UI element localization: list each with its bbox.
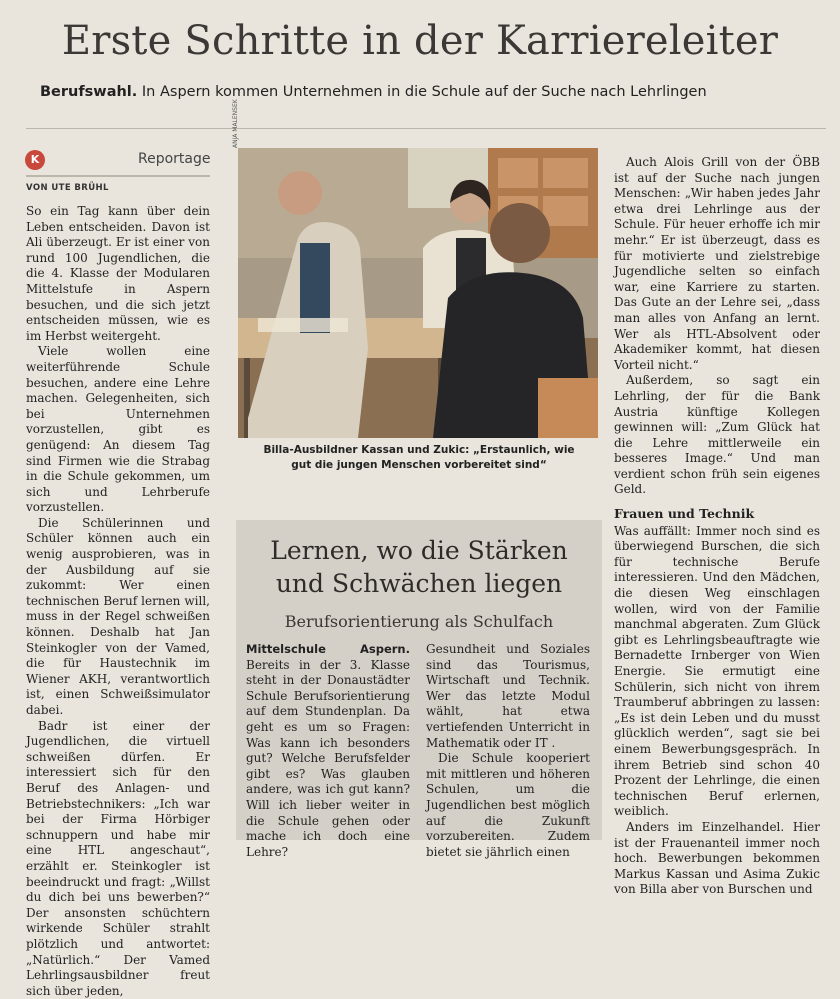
photo-credit: ANJA MALENSEK: [232, 99, 239, 148]
info-box-lead: Mittelschule Aspern.: [246, 642, 410, 656]
paragraph: Auch Alois Grill von der ÖBB ist auf der Suche nach jungen Menschen: „Wir haben jedes Jahr etwa drei Lehrlinge aus der Schule. Für heuer erhoffe ich mir mehr.“ Er ist überzeugt, dass es für motivierte und zielstrebige Jugendliche selten so einfach war, eine Karriere zu starten. Das Gute an der Lehre sei, „dass man alles von Anfang an lernt. Wer als HTL-Absolvent oder Akademiker kommt, hat diesen Vorteil nicht.“: [614, 155, 820, 372]
info-box-subheadline: Berufsorientierung als Schulfach: [284, 612, 554, 631]
rubric-label: Reportage: [138, 151, 211, 167]
byline: VON UTE BRÜHL: [26, 183, 109, 193]
paragraph: Was auffällt: Immer noch sind es überwiegend Burschen, die sich für technische Berufe interessieren. Und den Mädchen, die diesen Weg einschlagen wollen, wird von der Familie manchmal abgeraten. Zum Glück gibt es Lehrlingsbeauftragte wie Bernadette Irnberger von Wien Energie. Sie ermutigt eine Schülerin, sich nicht von ihrem Traumberuf abbringen zu lassen: „Es ist dein Leben und du musst glücklich werden“, sagt sie bei einem Bewerbungsgespräch. In ihrem Betrieb sind schon 40 Prozent der Lehrlinge, die einen technischen Beruf erlernen, weiblich.: [614, 523, 820, 819]
caption-line-2: gut die jungen Menschen vorbereitet sind“: [291, 459, 547, 471]
info-box-column-2: [426, 642, 590, 859]
kicker-text: In Aspern kommen Unternehmen in die Schule auf der Suche nach Lehrlingen: [141, 84, 707, 100]
paragraph: Gesundheit und Soziales sind das Tourismus, Wirtschaft und Technik. Wer das letzte Modul wählt, hat etwa vertiefenden Unterricht in Mathematik oder IT .: [426, 642, 590, 750]
paragraph: [246, 642, 410, 860]
kicker-label: Berufswahl.: [40, 84, 138, 100]
photo-caption: [244, 443, 594, 473]
rubric-badge-icon: K: [25, 150, 45, 170]
rubric-divider: [26, 175, 210, 177]
info-box-headline: [236, 534, 602, 600]
section-subhead: Frauen und Technik: [614, 506, 755, 522]
info-box-headline-line-2: und Schwächen liegen: [275, 569, 563, 598]
paragraph: Außerdem, so sagt ein Lehrling, der für die Bank Austria künftige Kollegen gewinnen will: „Zum Glück hat die Lehre mittlerweile ein besseres Image.“ Und man verdient schon früh sein eigenes Geld.: [614, 373, 820, 497]
paragraph: Anders im Einzelhandel. Hier ist der Frauenanteil immer noch hoch. Bewerbungen bekommen Markus Kassan und Asima Zukic von Billa aber von Burschen und: [614, 819, 820, 897]
article-column-1: [26, 204, 210, 998]
info-box-text: Bereits in der 3. Klasse steht in der Donaustädter Schule Berufsorientierung auf dem Stundenplan. Da geht es um so Fragen: Was kann ich besonders gut? Welche Berufsfelder gibt es? Was glauben andere, was ich gut kann? Will ich lieber weiter in die Schule gehen oder mache ich doch eine Lehre?: [246, 657, 410, 859]
paragraph: So ein Tag kann über dein Leben entscheiden. Davon ist Ali überzeugt. Er ist einer von rund 100 Jugendlichen, die die 4. Klasse der Modularen Mittelstufe in Aspern besuchen, und die sich jetzt entscheiden müssen, wie es im Herbst weitergeht.: [26, 204, 210, 343]
caption-line-1: Billa-Ausbildner Kassan und Zukic: „Erstaunlich, wie: [263, 444, 575, 456]
photo-illustration: [238, 148, 598, 438]
paragraph: Die Schülerinnen und Schüler können auch ein wenig ausprobieren, was in der Ausbildung auf sie zukommt: Wer einen technischen Beruf lernen will, muss in der Regel schweißen können. Deshalb hat Jan Steinkogler von der Vamed, die für Haustechnik im Wiener AKH, verantwortlich ist, einen Schweißsimulator dabei.: [26, 515, 210, 717]
headline: Erste Schritte in der Karriereleiter: [61, 18, 779, 64]
paragraph: Badr ist einer der Jugendlichen, die virtuell schweißen dürfen. Er interessiert sich für den Beruf des Anlagen- und Betriebstechnikers: „Ich war bei der Firma Hörbiger schnuppern und habe mir eine HTL angeschaut“, erzählt er. Steinkogler ist beeindruckt und fragt: „Willst du dich bei uns bewerben?“ Der ansonsten schüchtern wirkende Schüler strahlt plötzlich und antwortet: „Natürlich.“ Der Vamed Lehrlingsausbildner freut sich über jeden,: [26, 718, 210, 998]
info-box-column-1: [246, 642, 410, 859]
article-column-4: [614, 155, 820, 897]
paragraph: Die Schule kooperiert mit mittleren und höheren Schulen, um die Jugendlichen best möglich auf die Zukunft vorzubereiten. Zudem bietet sie jährlich einen: [426, 751, 590, 859]
info-box-headline-line-1: Lernen, wo die Stärken: [270, 536, 568, 565]
paragraph: Viele wollen eine weiterführende Schule besuchen, andere eine Lehre machen. Gelegenheiten, sich bei Unternehmen vorzustellen, gibt es genügend: An diesem Tag sind Firmen wie die Strabag in die Schule gekommen, um sich und Lehrberufe vorzustellen.: [26, 344, 210, 515]
article-photo: [238, 148, 598, 438]
header-divider: [26, 128, 826, 129]
kicker: [40, 84, 830, 100]
